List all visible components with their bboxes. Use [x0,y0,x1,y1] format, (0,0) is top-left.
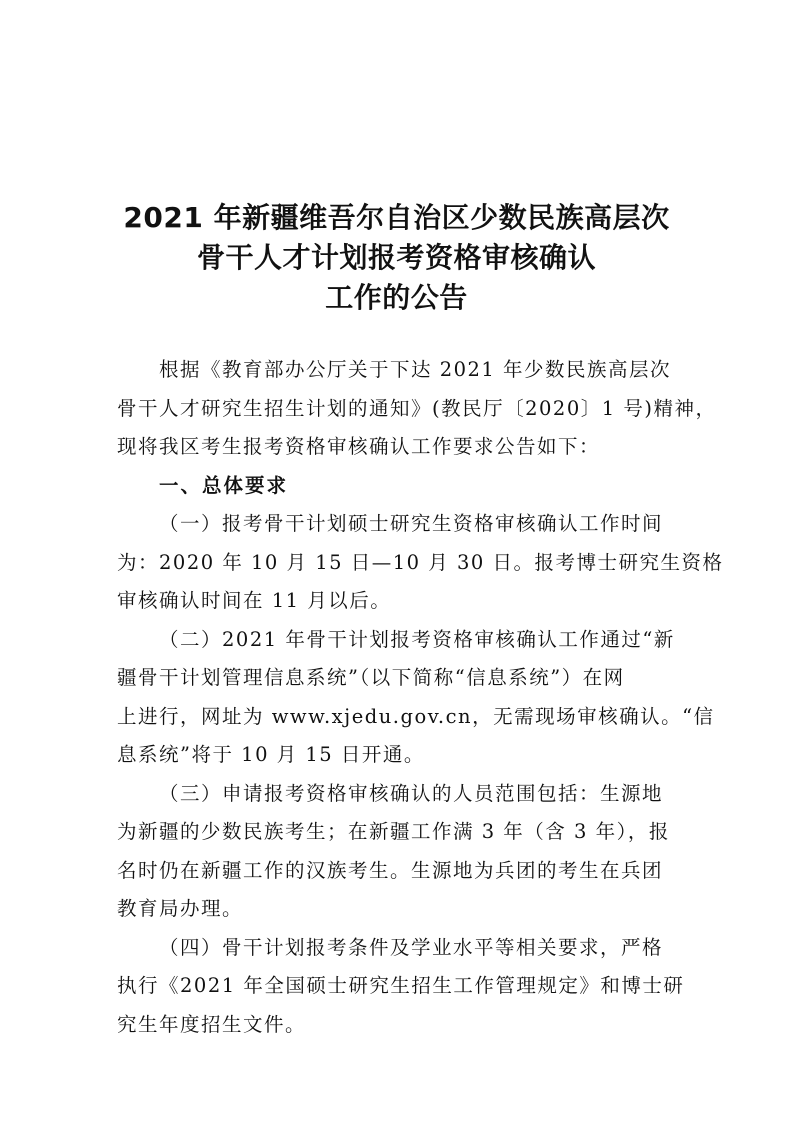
document-title [0,198,793,318]
item-3-line-2: 为新疆的少数民族考生；在新疆工作满 3 年（含 3 年），报 [117,820,670,843]
item-2-line-1: （二）2021 年骨干计划报考资格审核确认工作通过“新 [159,627,675,651]
item-4-line-1: （四）骨干计划报考条件及学业水平等相关要求，严格 [159,935,664,959]
item-1-line-1: （一）报考骨干计划硕士研究生资格审核确认工作时间 [159,512,664,535]
item-3-line-1: （三）申请报考资格审核确认的人员范围包括：生源地 [159,781,664,805]
item-1-line-3: 审核确认时间在 11 月以后。 [117,589,392,612]
item-3-line-4: 教育局办理。 [117,897,244,920]
item-3-paragraph [117,775,683,929]
item-3-line-3: 名时仍在新疆工作的汉族考生。生源地为兵团的考生在兵团 [117,858,664,882]
intro-paragraph [117,351,717,467]
document-body [117,351,724,1044]
title-line-3: 工作的公告 [325,281,468,314]
item-4-line-2: 执行《2021 年全国硕士研究生招生工作管理规定》和博士研 [117,974,685,997]
item-2-paragraph [117,621,715,775]
intro-line-1: 根据《教育部办公厅关于下达 2021 年少数民族高层次 [159,358,672,381]
intro-line-3: 现将我区考生报考资格审核确认工作要求公告如下： [117,435,601,458]
title-line-1: 2021 年新疆维吾尔自治区少数民族高层次 [123,201,670,234]
item-2-line-3: 上进行，网址为 www.xjedu.gov.cn，无需现场审核确认。“信 [117,704,715,728]
section-heading-text: 一、总体要求 [159,473,289,497]
section-heading-general [117,467,683,506]
item-4-line-3: 究生年度招生文件。 [117,1012,307,1036]
item-1-paragraph [117,505,724,621]
title-line-2: 骨干人才计划报考资格审核确认 [196,241,596,274]
item-1-line-2: 为：2020 年 10 月 15 日—10 月 30 日。报考博士研究生资格 [117,550,724,574]
intro-line-2: 骨干人才研究生招生计划的通知》(教民厅〔2020〕1 号)精神， [117,396,717,420]
item-2-line-2: 疆骨干计划管理信息系统”（以下简称“信息系统”）在网 [117,666,625,689]
item-4-paragraph [117,929,683,1045]
item-2-line-4: 息系统”将于 10 月 15 日开通。 [117,743,425,766]
